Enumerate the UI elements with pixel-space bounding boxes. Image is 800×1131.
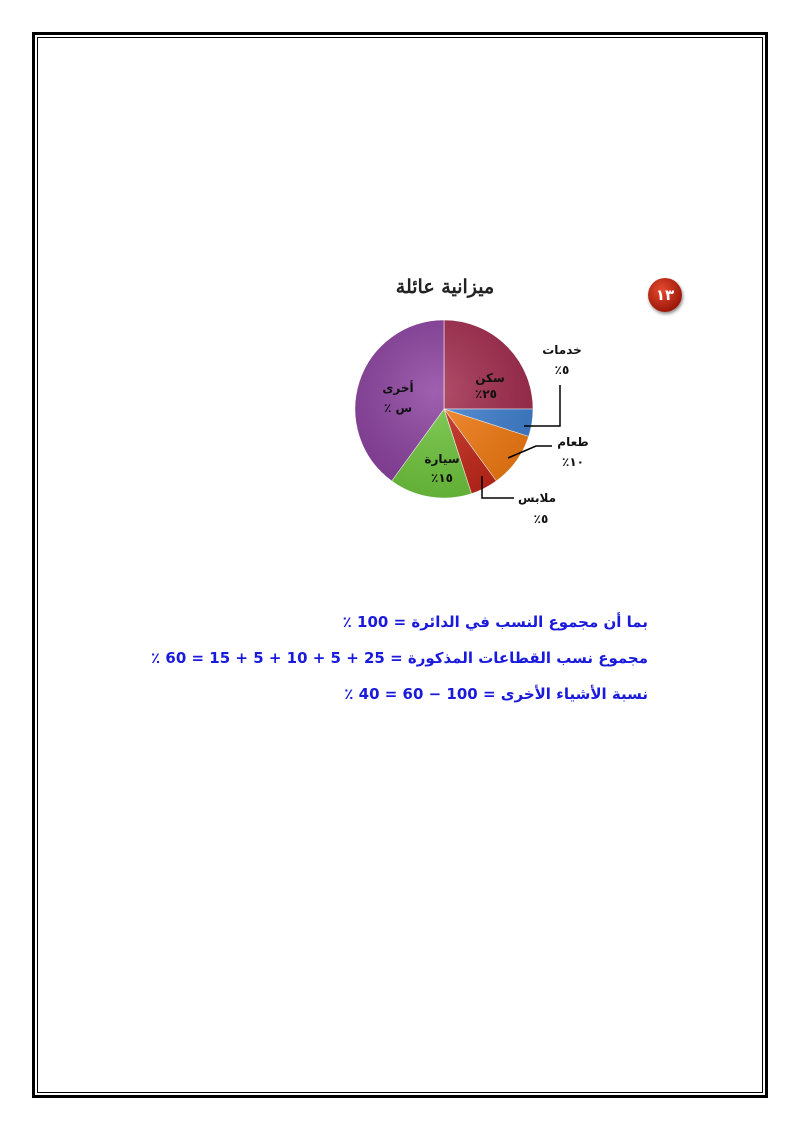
solution-line-1: بما أن مجموع النسب في الدائرة = 100 ٪ (342, 613, 648, 631)
label-other: أخرى (382, 381, 414, 395)
label-clothes: ملابس (517, 491, 557, 505)
value-other: س ٪ (383, 401, 413, 415)
problem-number-badge: ١٣ (648, 278, 682, 312)
label-housing: سكن (475, 371, 505, 385)
chart-title: ميزانية عائلة (395, 276, 495, 298)
label-food: طعام (557, 435, 589, 449)
value-food: ٪١٠ (562, 455, 584, 469)
solution-line-3: نسبة الأشياء الأخرى = 100 − 60 = 40 ٪ (344, 685, 648, 703)
label-services: خدمات (542, 343, 582, 357)
label-car: سيارة (424, 452, 460, 466)
value-services: ٪٥ (554, 363, 570, 377)
solution-block (151, 604, 648, 712)
value-clothes: ٪٥ (533, 512, 549, 526)
value-housing: ٪٢٥ (475, 387, 497, 401)
value-car: ٪١٥ (431, 471, 453, 485)
solution-line-2: مجموع نسب القطاعات المذكورة = 25 + 5 + 10 + 5 + 15 = 60 ٪ (151, 649, 648, 667)
